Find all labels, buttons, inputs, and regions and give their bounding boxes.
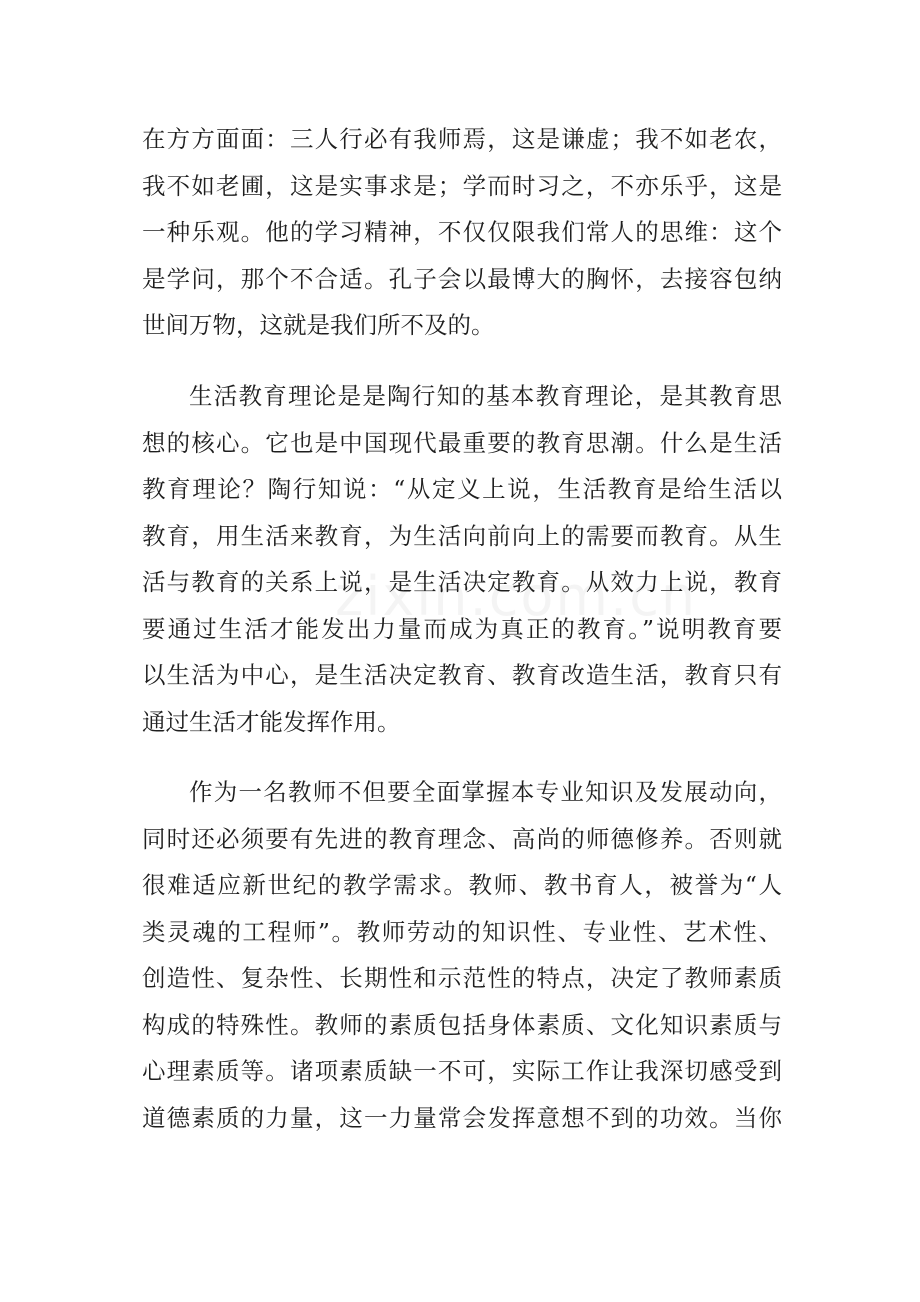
paragraph-1 [142, 116, 782, 349]
paragraph-line: 是学问，那个不合适。孔子会以最博大的胸怀，去接容包纳 [142, 264, 782, 293]
paragraph-line: 很难适应新世纪的教学需求。教师、教书育人，被誉为“人 [142, 871, 782, 899]
paragraph-2 [142, 373, 782, 745]
paragraph-line: 作为一名教师不但要全面掌握本专业知识及发展动向， [189, 778, 782, 806]
paragraph-line: 活与教育的关系上说，是生活决定教育。从效力上说，教育 [142, 568, 782, 596]
paragraph-line: 一种乐观。他的学习精神，不仅仅限我们常人的思维：这个 [142, 218, 782, 246]
paragraph-line: 同时还必须要有先进的教育理念、高尚的师德修养。否则就 [142, 824, 782, 853]
paragraph-line: 我不如老圃，这是实事求是；学而时习之，不亦乐乎，这是 [142, 171, 782, 200]
paragraph-line: 通过生活才能发挥作用。 [142, 707, 401, 736]
paragraph-line: 世间万物，这就是我们所不及的。 [142, 311, 495, 339]
paragraph-3 [142, 769, 782, 1141]
paragraph-line: 心理素质等。诸项素质缺一不可，实际工作让我深切感受到 [142, 1057, 782, 1085]
paragraph-line: 类灵魂的工程师”。教师劳动的知识性、专业性、艺术性、 [142, 917, 782, 946]
paragraph-line: 道德素质的力量，这一力量常会发挥意想不到的功效。当你 [142, 1103, 782, 1132]
paragraph-line: 以生活为中心，是生活决定教育、教育改造生活，教育只有 [142, 661, 782, 689]
paragraph-line: 要通过生活才能发出力量而成为真正的教育。”说明教育要 [142, 614, 782, 643]
paragraph-line: 想的核心。它也是中国现代最重要的教育思潮。什么是生活 [142, 428, 782, 457]
paragraph-line: 教育，用生活来教育，为生活向前向上的需要而教育。从生 [142, 521, 782, 550]
paragraph-line: 构成的特殊性。教师的素质包括身体素质、文化知识素质与 [142, 1010, 782, 1039]
paragraph-line: 在方方面面：三人行必有我师焉，这是谦虚；我不如老农， [142, 125, 782, 153]
paragraph-line: 生活教育理论是是陶行知的基本教育理论，是其教育思 [189, 382, 782, 410]
paragraph-line: 创造性、复杂性、长期性和示范性的特点，决定了教师素质 [142, 964, 782, 992]
paragraph-line: 教育理论？陶行知说：“从定义上说，生活教育是给生活以 [142, 475, 782, 503]
